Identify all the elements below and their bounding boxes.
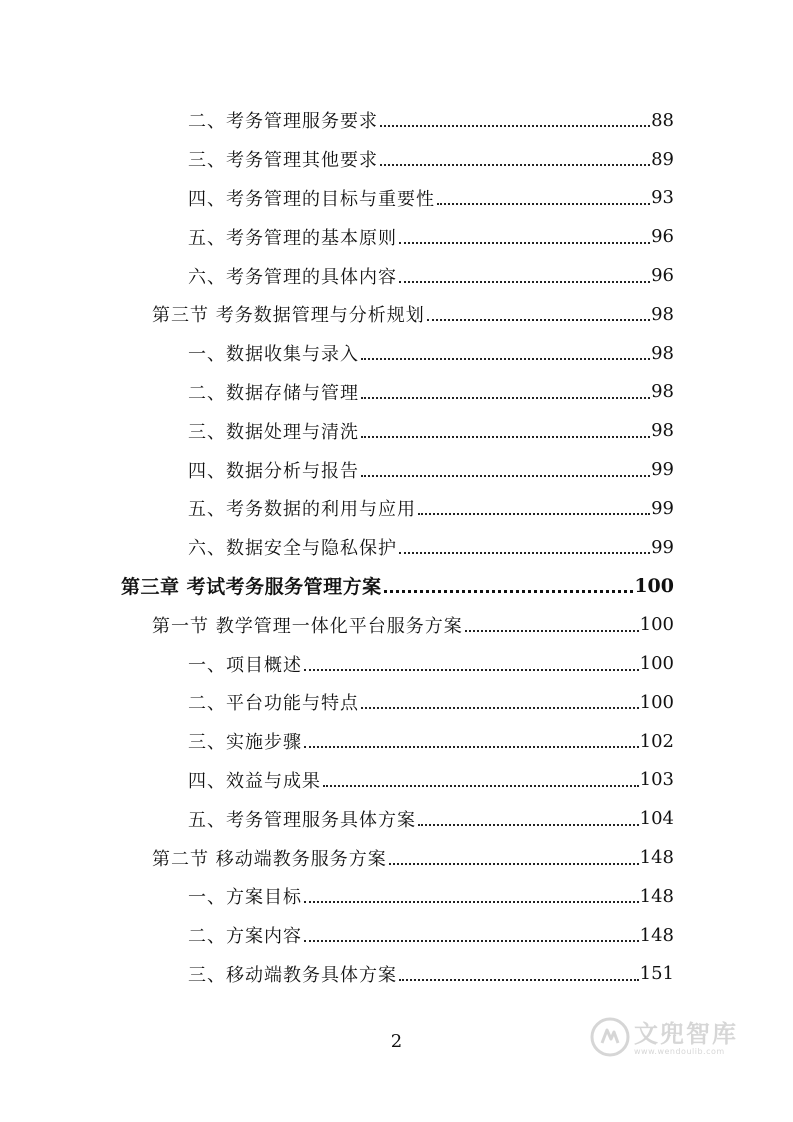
toc-leader-dots xyxy=(399,534,650,554)
toc-entry xyxy=(0,140,793,179)
toc-entry xyxy=(0,877,793,916)
toc-entry-title: 四、效益与成果 xyxy=(188,770,321,792)
toc-leader-dots xyxy=(465,612,639,632)
toc-entry-title: 五、考务管理服务具体方案 xyxy=(188,809,416,831)
toc-entry xyxy=(0,838,793,877)
toc-entry xyxy=(0,295,793,334)
toc-entry-page: 100 xyxy=(634,574,674,597)
toc-leader-dots xyxy=(361,457,650,477)
toc-entry-page: 102 xyxy=(639,730,674,752)
toc-entry xyxy=(0,411,793,450)
toc-entry-title: 六、数据安全与隐私保护 xyxy=(188,538,397,560)
toc-entry xyxy=(0,683,793,722)
toc-entry xyxy=(0,217,793,256)
toc-entry xyxy=(0,955,793,994)
toc-entry-page: 89 xyxy=(651,148,674,170)
toc-entry-title: 六、考务管理的具体内容 xyxy=(188,266,397,288)
page-number: 2 xyxy=(390,1031,403,1052)
toc-entry-page: 151 xyxy=(639,963,674,985)
toc-entry-title: 二、方案内容 xyxy=(188,926,302,948)
toc-entry-title: 三、移动端教务具体方案 xyxy=(188,964,397,986)
toc-entry-page: 98 xyxy=(651,342,674,364)
toc-leader-dots xyxy=(399,263,650,283)
toc-leader-dots xyxy=(399,224,650,244)
toc-entry-page: 100 xyxy=(639,614,674,636)
toc-entry-page: 104 xyxy=(639,808,674,830)
toc-entry-page: 96 xyxy=(651,226,674,248)
table-of-contents xyxy=(0,101,793,993)
toc-entry xyxy=(0,722,793,761)
toc-entry-title: 五、考务数据的利用与应用 xyxy=(188,499,416,521)
toc-leader-dots xyxy=(384,572,634,593)
toc-entry-title: 三、实施步骤 xyxy=(188,732,302,754)
toc-leader-dots xyxy=(323,767,639,787)
toc-leader-dots xyxy=(304,922,639,942)
toc-entry xyxy=(0,528,793,567)
watermark-url: www.wendoulib.com xyxy=(634,1047,725,1056)
toc-entry-title: 五、考务管理的基本原则 xyxy=(188,227,397,249)
toc-entry-page: 88 xyxy=(651,109,674,131)
toc-entry-page: 96 xyxy=(651,265,674,287)
toc-leader-dots xyxy=(361,418,650,438)
toc-leader-dots xyxy=(380,107,650,127)
toc-entry-page: 103 xyxy=(639,769,674,791)
toc-leader-dots xyxy=(361,689,639,709)
toc-entry xyxy=(0,373,793,412)
toc-leader-dots xyxy=(399,961,639,981)
toc-entry-title: 三、考务管理其他要求 xyxy=(188,150,378,172)
toc-entry-page: 99 xyxy=(651,497,674,519)
toc-entry-page: 93 xyxy=(651,187,674,209)
toc-entry-title: 一、方案目标 xyxy=(188,887,302,909)
toc-leader-dots xyxy=(304,883,639,903)
watermark-logo-icon xyxy=(590,1017,630,1061)
toc-entry-title: 二、数据存储与管理 xyxy=(188,382,359,404)
toc-entry-title: 一、数据收集与录入 xyxy=(188,344,359,366)
toc-entry-page: 100 xyxy=(639,691,674,713)
toc-entry-page: 99 xyxy=(651,459,674,481)
toc-leader-dots xyxy=(304,728,639,748)
toc-entry-title: 第三章 考试考务服务管理方案 xyxy=(121,576,382,599)
toc-entry-title: 第二节 移动端教务服务方案 xyxy=(152,848,387,870)
toc-entry xyxy=(0,605,793,644)
toc-entry-page: 148 xyxy=(639,924,674,946)
toc-entry-page: 98 xyxy=(651,381,674,403)
toc-entry-title: 四、数据分析与报告 xyxy=(188,460,359,482)
toc-entry xyxy=(0,334,793,373)
toc-entry-page: 99 xyxy=(651,536,674,558)
toc-entry-title: 二、平台功能与特点 xyxy=(188,693,359,715)
toc-entry-title: 第三节 考务数据管理与分析规划 xyxy=(152,305,425,327)
toc-entry xyxy=(0,179,793,218)
watermark-title: 文兜智库 xyxy=(634,1020,738,1048)
toc-entry xyxy=(0,644,793,683)
toc-entry-page: 148 xyxy=(639,847,674,869)
toc-entry xyxy=(0,450,793,489)
toc-leader-dots xyxy=(361,379,650,399)
toc-entry-title: 四、考务管理的目标与重要性 xyxy=(188,188,435,210)
toc-entry xyxy=(0,916,793,955)
toc-leader-dots xyxy=(380,146,650,166)
toc-leader-dots xyxy=(418,495,650,515)
toc-entry-page: 98 xyxy=(651,420,674,442)
toc-entry xyxy=(0,256,793,295)
toc-entry-title: 三、数据处理与清洗 xyxy=(188,421,359,443)
toc-leader-dots xyxy=(418,806,639,826)
toc-entry xyxy=(0,101,793,140)
toc-entry xyxy=(0,567,793,606)
toc-entry xyxy=(0,489,793,528)
toc-leader-dots xyxy=(437,185,650,205)
toc-entry-page: 100 xyxy=(639,653,674,675)
toc-entry-title: 一、项目概述 xyxy=(188,654,302,676)
watermark xyxy=(590,1017,738,1061)
toc-entry-title: 二、考务管理服务要求 xyxy=(188,111,378,133)
toc-leader-dots xyxy=(389,845,639,865)
toc-leader-dots xyxy=(304,651,639,671)
toc-entry-page: 98 xyxy=(651,303,674,325)
toc-entry xyxy=(0,799,793,838)
toc-entry-page: 148 xyxy=(639,885,674,907)
toc-leader-dots xyxy=(361,340,650,360)
toc-entry xyxy=(0,761,793,800)
toc-leader-dots xyxy=(427,301,650,321)
toc-entry-title: 第一节 教学管理一体化平台服务方案 xyxy=(152,615,463,637)
